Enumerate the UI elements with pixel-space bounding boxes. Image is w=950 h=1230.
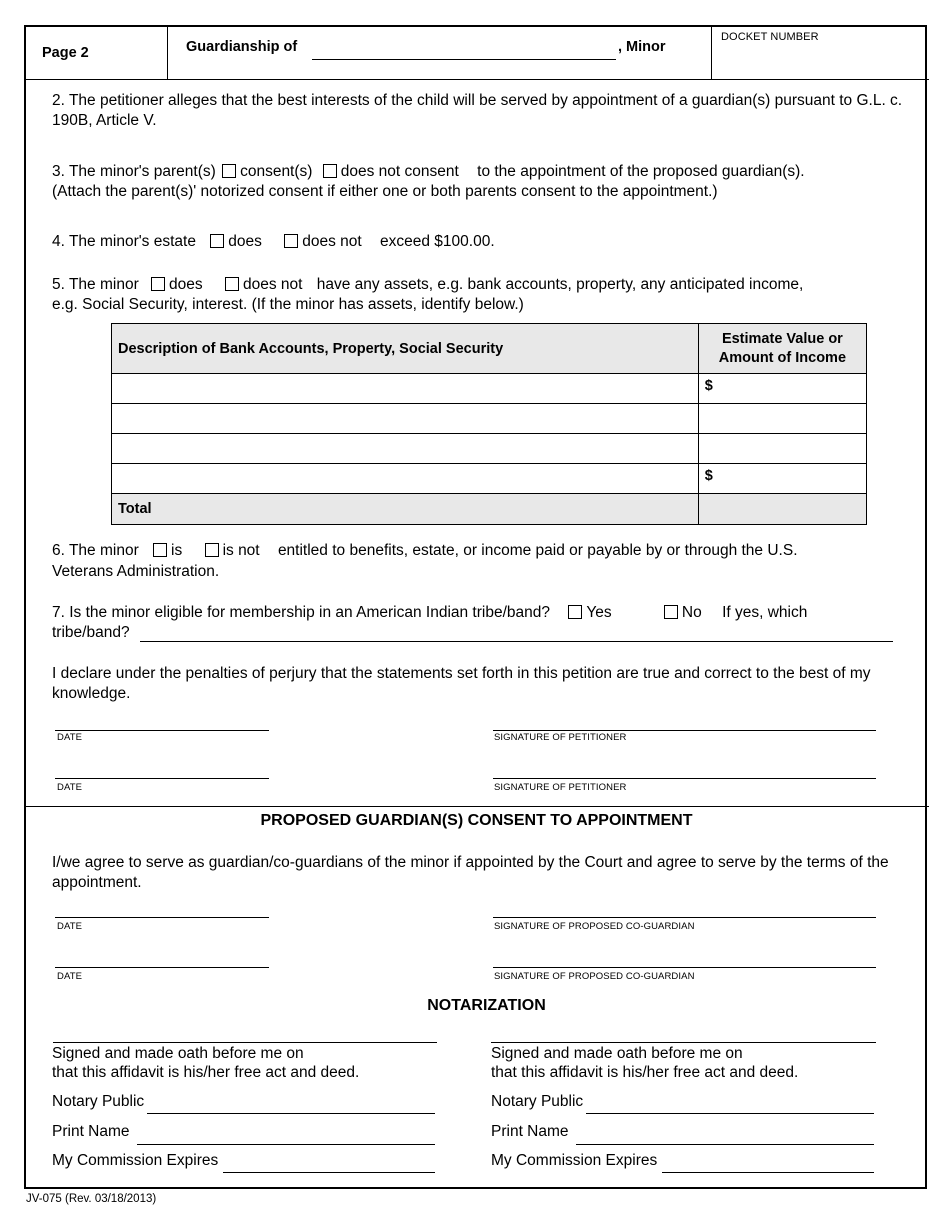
va-is-not-checkbox[interactable]: [205, 543, 219, 557]
notary-public-label: Notary Public: [52, 1093, 145, 1110]
asset-description-cell[interactable]: [112, 404, 699, 434]
item-5-tail: have any assets, e.g. bank accounts, property, any anticipated income,: [316, 276, 804, 293]
asset-value-cell[interactable]: $: [698, 464, 866, 494]
item-6-lead: 6. The minor: [52, 542, 139, 559]
assets-does-checkbox[interactable]: [151, 277, 165, 291]
tribe-no-checkbox[interactable]: [664, 605, 678, 619]
date-label: DATE: [57, 921, 83, 932]
commission-label: My Commission Expires: [52, 1152, 219, 1169]
date-line[interactable]: [55, 778, 269, 779]
item-5-lead: 5. The minor: [52, 276, 139, 293]
item-4-lead: 4. The minor's estate: [52, 233, 196, 250]
table-total-row: [112, 494, 867, 525]
does-not-consent-checkbox[interactable]: [323, 164, 337, 178]
header-divider-left: [167, 25, 168, 80]
asset-description-cell[interactable]: [112, 374, 699, 404]
petitioner-signature-label: SIGNATURE OF PETITIONER: [494, 732, 627, 743]
form-id: JV-075 (Rev. 03/18/2013): [26, 1193, 157, 1205]
tribe-band-field[interactable]: [140, 641, 893, 642]
guardianship-label: Guardianship of: [186, 39, 298, 55]
item-4: [52, 232, 495, 252]
docket-number-label: DOCKET NUMBER: [721, 31, 819, 43]
oath-line-1: Signed and made oath before me on: [491, 1045, 743, 1062]
notary-public-field[interactable]: [147, 1113, 435, 1114]
table-header-row: [112, 324, 867, 374]
header-divider-right: [711, 25, 712, 80]
tribe-yes-checkbox[interactable]: [568, 605, 582, 619]
item-3-lead: 3. The minor's parent(s): [52, 163, 216, 180]
estate-does-not-label: does not: [302, 233, 362, 250]
table-row: [112, 434, 867, 464]
item-3-line1: [52, 162, 805, 182]
item-6-tail: entitled to benefits, estate, or income paid or payable by or through the U.S.: [277, 542, 798, 559]
col-value-header: Estimate Value or Amount of Income: [698, 324, 866, 374]
total-label: Total: [112, 494, 699, 525]
consent-checkbox[interactable]: [222, 164, 236, 178]
notary-date-line[interactable]: [53, 1042, 437, 1043]
consent-label: consent(s): [240, 163, 313, 180]
total-value-cell[interactable]: [698, 494, 866, 525]
co-guardian-signature-label: SIGNATURE OF PROPOSED CO-GUARDIAN: [494, 921, 695, 932]
minor-name-field[interactable]: [312, 59, 616, 60]
consent-section-text: I/we agree to serve as guardian/co-guardians of the minor if appointed by the Court and agree to serve by the terms of the appointment.: [52, 854, 889, 891]
item-3-tail: to the appointment of the proposed guardian(s).: [477, 163, 805, 180]
date-label: DATE: [57, 732, 83, 743]
va-is-not-label: is not: [222, 542, 260, 559]
assets-does-not-label: does not: [242, 276, 303, 293]
print-name-field[interactable]: [576, 1144, 874, 1145]
assets-does-not-checkbox[interactable]: [225, 277, 239, 291]
consent-section-title: PROPOSED GUARDIAN(S) CONSENT TO APPOINTMENT: [260, 812, 693, 829]
estate-does-checkbox[interactable]: [210, 234, 224, 248]
date-line[interactable]: [55, 730, 269, 731]
item-6-line1: [52, 541, 798, 561]
section-divider: [24, 806, 929, 807]
print-name-field[interactable]: [137, 1144, 435, 1145]
asset-value-cell[interactable]: [698, 404, 866, 434]
item-5-line1: [52, 275, 803, 295]
assets-table: [111, 323, 867, 525]
tribe-no-label: No: [681, 604, 702, 621]
item-2: 2. The petitioner alleges that the best interests of the child will be served by appointment of a guardian(s) pursuant to G.L. c. 190B, Article V.: [52, 92, 903, 129]
item-7-line1: [52, 603, 807, 623]
notary-public-field[interactable]: [586, 1113, 874, 1114]
petitioner-signature-line[interactable]: [493, 778, 876, 779]
tribe-yes-label: Yes: [586, 604, 612, 621]
va-is-checkbox[interactable]: [153, 543, 167, 557]
petitioner-signature-line[interactable]: [493, 730, 876, 731]
notary-public-label: Notary Public: [491, 1093, 584, 1110]
table-row: [112, 374, 867, 404]
co-guardian-signature-label: SIGNATURE OF PROPOSED CO-GUARDIAN: [494, 971, 695, 982]
does-not-consent-label: does not consent: [340, 163, 459, 180]
oath-line-2: that this affidavit is his/her free act and deed.: [52, 1064, 360, 1081]
print-name-label: Print Name: [491, 1123, 569, 1140]
asset-description-cell[interactable]: [112, 464, 699, 494]
date-line[interactable]: [55, 917, 269, 918]
estate-does-label: does: [228, 233, 262, 250]
date-label: DATE: [57, 782, 83, 793]
assets-does-label: does: [169, 276, 203, 293]
co-guardian-signature-line[interactable]: [493, 917, 876, 918]
date-line[interactable]: [55, 967, 269, 968]
asset-value-cell[interactable]: $: [698, 374, 866, 404]
oath-line-1: Signed and made oath before me on: [52, 1045, 304, 1062]
item-5-line2: e.g. Social Security, interest. (If the minor has assets, identify below.): [52, 296, 524, 313]
petitioner-signature-label: SIGNATURE OF PETITIONER: [494, 782, 627, 793]
item-4-tail: exceed $100.00.: [380, 233, 495, 250]
print-name-label: Print Name: [52, 1123, 130, 1140]
page-label: Page 2: [42, 45, 89, 61]
notary-date-line[interactable]: [491, 1042, 876, 1043]
commission-label: My Commission Expires: [491, 1152, 658, 1169]
header-divider: [24, 79, 929, 80]
col-description-header: Description of Bank Accounts, Property, Social Security: [112, 324, 699, 374]
item-6-line2: Veterans Administration.: [52, 563, 220, 580]
asset-value-cell[interactable]: [698, 434, 866, 464]
date-label: DATE: [57, 971, 83, 982]
va-is-label: is: [171, 542, 183, 559]
notarization-title: NOTARIZATION: [427, 997, 546, 1014]
oath-line-2: that this affidavit is his/her free act and deed.: [491, 1064, 799, 1081]
asset-description-cell[interactable]: [112, 434, 699, 464]
item-7-line2: tribe/band?: [52, 624, 130, 641]
commission-field[interactable]: [223, 1172, 435, 1173]
table-row: [112, 404, 867, 434]
commission-field[interactable]: [662, 1172, 874, 1173]
minor-suffix: , Minor: [618, 39, 666, 55]
item-3-line2: (Attach the parent(s)' notorized consent if either one or both parents consent to the appointment.): [52, 183, 718, 200]
co-guardian-signature-line[interactable]: [493, 967, 876, 968]
item-7-tail: If yes, which: [722, 604, 808, 621]
estate-does-not-checkbox[interactable]: [284, 234, 298, 248]
declaration-text: I declare under the penalties of perjury that the statements set forth in this petition are true and correct to the best of my knowledge.: [52, 665, 871, 702]
table-row: [112, 464, 867, 494]
item-7-lead: 7. Is the minor eligible for membership in an American Indian tribe/band?: [52, 604, 550, 621]
